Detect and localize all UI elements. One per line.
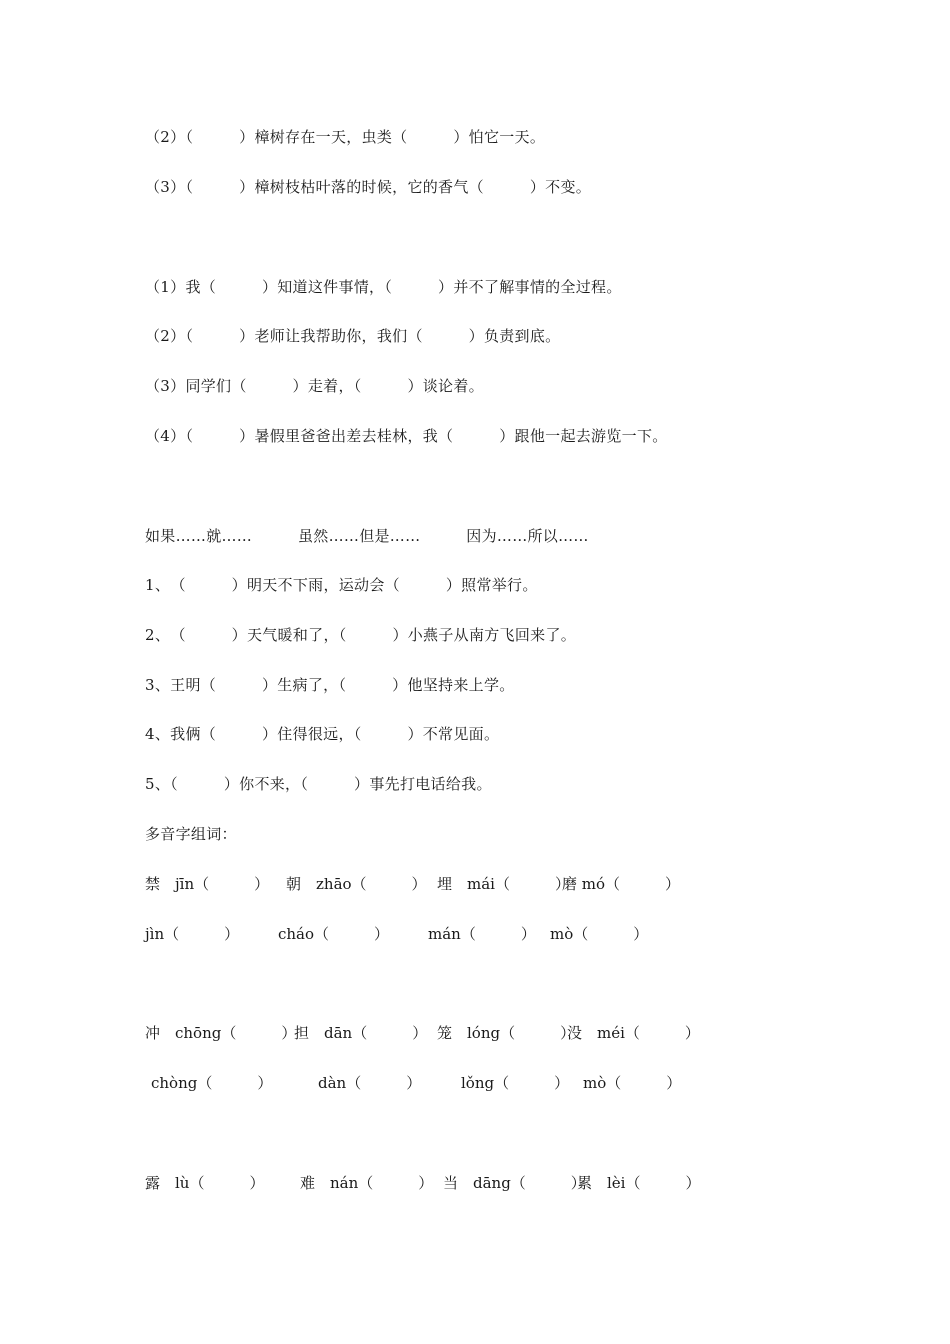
polyphone-lu: 露 lù（ ） (145, 1174, 265, 1192)
exercise-line-a3: （3）（ ）樟树枝枯叶落的时候，它的香气（ ）不变。 (145, 178, 592, 196)
polyphone-dan-alt: dàn（ ） (318, 1074, 422, 1092)
polyphone-man-alt: mán（ ） (428, 925, 536, 943)
polyphone-lei: 累 lèi（ ） (577, 1174, 701, 1192)
polyphone-nan: 难 nán（ ） (300, 1174, 434, 1192)
polyphone-title: 多音字组词： (145, 825, 237, 843)
polyphone-zhao: 朝 zhāo（ ） (286, 875, 427, 893)
polyphone-long-alt: lǒng（ ） (461, 1074, 570, 1092)
polyphone-dang: 当 dāng（ ） (443, 1174, 586, 1192)
polyphone-jin-alt: jìn（ ） (145, 925, 240, 943)
exercise-line-b4: （4）（ ）暑假里爸爸出差去桂林，我（ ）跟他一起去游览一下。 (145, 427, 668, 445)
polyphone-jin: 禁 jīn（ ） (145, 875, 270, 893)
exercise-line-c5: 5、（ ）你不来，（ ）事先打电话给我。 (145, 775, 492, 793)
polyphone-long: 笼 lóng（ ） (437, 1024, 576, 1042)
polyphone-mo-alt-2: mò（ ） (583, 1074, 682, 1092)
exercise-line-c3: 3、王明（ ）生病了，（ ）他坚持来上学。 (145, 676, 515, 694)
exercise-line-a2: （2）（ ）樟树存在一天，虫类（ ）怕它一天。 (145, 128, 546, 146)
exercise-line-b2: （2）（ ）老师让我帮助你，我们（ ）负责到底。 (145, 327, 561, 345)
polyphone-mai: 埋 mái（ ） (437, 875, 570, 893)
polyphone-mo-alt: mò（ ） (550, 925, 649, 943)
polyphone-chong-alt: chòng（ ） (151, 1074, 273, 1092)
polyphone-chao-alt: cháo（ ） (278, 925, 390, 943)
polyphone-chong: 冲 chōng（ ） (145, 1024, 297, 1042)
exercise-line-c1: 1、 （ ）明天不下雨，运动会（ ）照常举行。 (145, 576, 538, 594)
conjunction-options: 如果……就…… 虽然……但是…… 因为……所以…… (145, 527, 589, 545)
polyphone-dan: 担 dān（ ） (294, 1024, 428, 1042)
exercise-line-b3: （3）同学们（ ）走着，（ ）谈论着。 (145, 377, 484, 395)
polyphone-mei: 没 méi（ ） (567, 1024, 700, 1042)
exercise-line-c4: 4、我俩（ ）住得很远，（ ）不常见面。 (145, 725, 500, 743)
exercise-line-b1: （1）我（ ）知道这件事情，（ ）并不了解事情的全过程。 (145, 278, 622, 296)
polyphone-mo: 磨 mó（ ） (562, 875, 681, 893)
exercise-line-c2: 2、 （ ）天气暖和了，（ ）小燕子从南方飞回来了。 (145, 626, 577, 644)
